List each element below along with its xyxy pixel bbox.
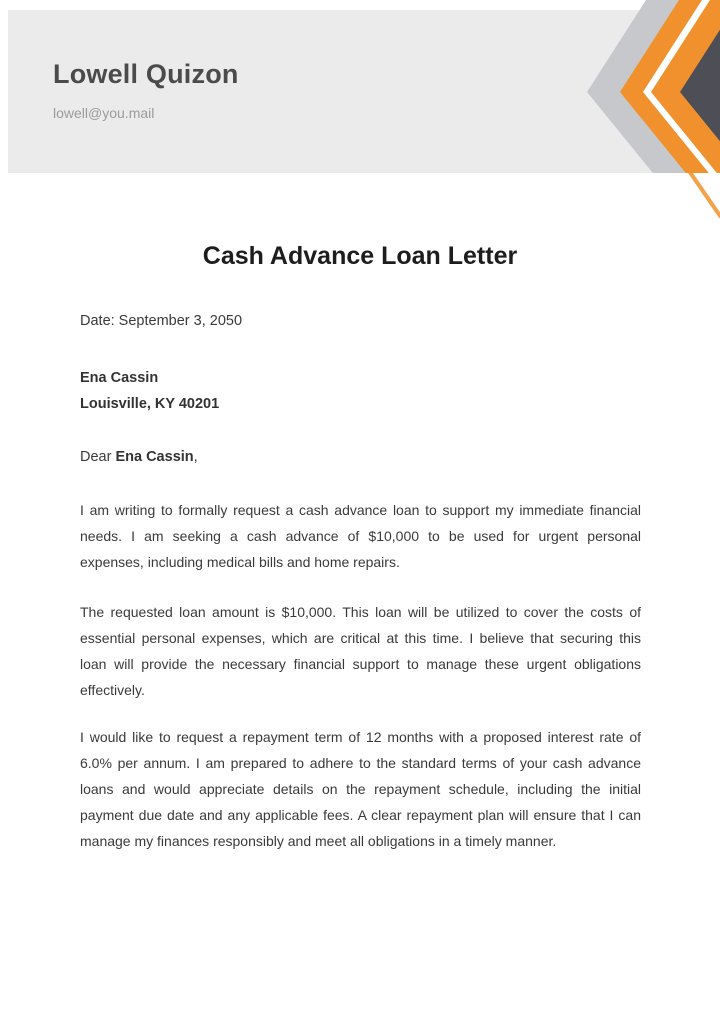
recipient-name: Ena Cassin [80,370,159,386]
paragraph-line: loan will provide the necessary financial support to manage these urgent obligations [80,656,641,672]
recipient-block [80,365,219,417]
chevron-orange-sliver-icon [688,173,720,218]
paragraph-loan-amount [80,599,641,703]
paragraph-line: manage my finances responsibly and meet all obligations in a timely manner. [80,833,557,849]
paragraph-repayment-terms [80,724,641,854]
paragraph-line: I would like to request a repayment term of 12 months with a proposed interest rate of [80,729,641,745]
sender-email: lowell@you.mail [53,105,155,121]
paragraph-request [80,497,641,575]
paragraph-line: effectively. [80,682,145,698]
paragraph-line: loans and would appreciate details on the repayment schedule, including the initial [80,781,641,797]
paragraph-line: 6.0% per annum. I am prepared to adhere to the standard terms of your cash advance [80,755,641,771]
paragraph-line: I am writing to formally request a cash advance loan to support my immediate financial [80,502,641,518]
paragraph-line: payment due date and any applicable fees. A clear repayment plan will ensure that I can [80,807,641,823]
paragraph-line: needs. I am seeking a cash advance of $10,000 to be used for urgent personal [80,528,641,544]
paragraph-line: expenses, including medical bills and home repairs. [80,554,400,570]
page-title: Cash Advance Loan Letter [202,242,518,270]
letterhead [8,10,720,173]
salutation-name: Ena Cassin [115,449,194,465]
paragraph-line: essential personal expenses, which are critical at this time. I believe that securing this [80,630,641,646]
salutation-suffix: , [193,449,198,465]
salutation [80,444,198,470]
recipient-address: Louisville, KY 40201 [80,396,220,412]
paragraph-line: The requested loan amount is $10,000. This loan will be utilized to cover the costs of [80,604,641,620]
salutation-prefix: Dear [80,449,116,465]
date-line: Date: September 3, 2050 [80,313,243,329]
sender-name: Lowell Quizon [53,59,239,89]
